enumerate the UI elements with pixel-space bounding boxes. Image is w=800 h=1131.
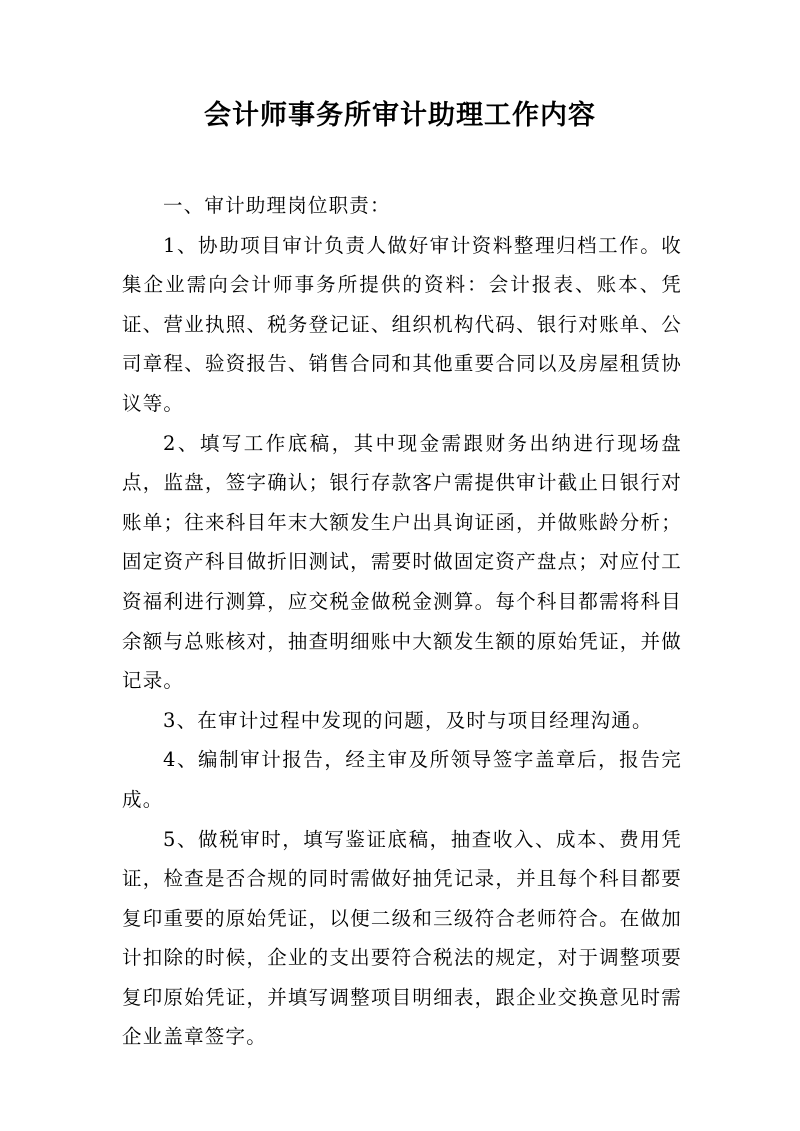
paragraph-4: 4、编制审计报告，经主审及所领导签字盖章后，报告完成。 [122, 748, 682, 811]
document-body [122, 186, 682, 1057]
document-title: 会计师事务所审计助理工作内容 [204, 100, 596, 131]
paragraph-3: 3、在审计过程中发现的问题，及时与项目经理沟通。 [163, 708, 653, 732]
section-heading: 一、审计助理岗位职责： [163, 194, 391, 217]
paragraph-2: 2、填写工作底稿，其中现金需跟财务出纳进行现场盘点，监盘，签字确认；银行存款客户需提供审计截止日银行对账单；往来科目年末大额发生户出具询证函，并做账龄分析；固定资产科目做折旧测试，需要时做固定资产盘点；对应付工资福利进行测算，应交税金做税金测算。每个科目都需将科目余额与总账核对，抽查明细账中大额发生额的原始凭证，并做记录。 [122, 431, 682, 693]
paragraph-1: 1、协助项目审计负责人做好审计资料整理归档工作。收集企业需向会计师事务所提供的资料：会计报表、账本、凭证、营业执照、税务登记证、组织机构代码、银行对账单、公司章程、验资报告、销售合同和其他重要合同以及房屋租赁协议等。 [122, 233, 682, 415]
paragraph-5: 5、做税审时，填写鉴证底稿，抽查收入、成本、费用凭证，检查是否合规的同时需做好抽凭记录，并且每个科目都要复印重要的原始凭证，以便二级和三级符合老师符合。在做加计扣除的时候，企业的支出要符合税法的规定，对于调整项要复印原始凭证，并填写调整项目明细表，跟企业交换意见时需企业盖章签字。 [122, 827, 682, 1049]
